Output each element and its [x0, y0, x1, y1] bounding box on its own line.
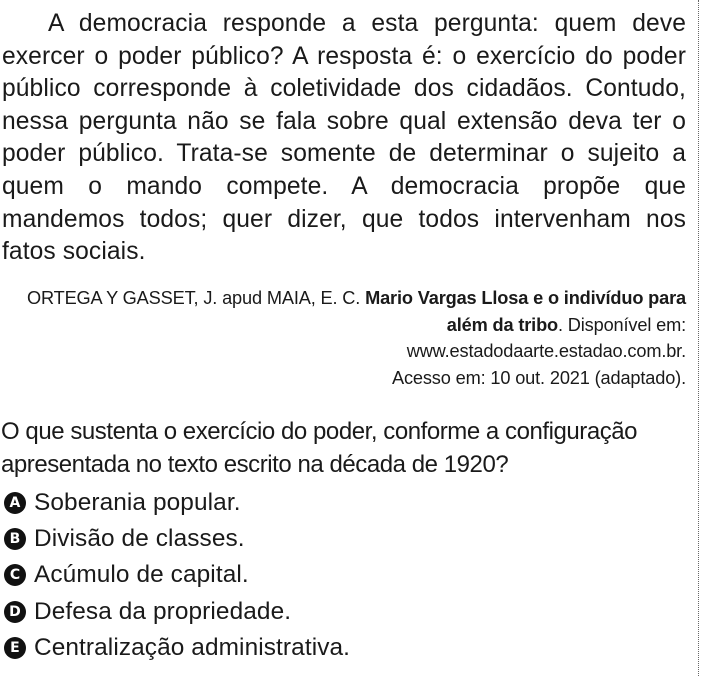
option-letter-badge-e: E	[4, 637, 26, 659]
answer-options	[4, 485, 664, 666]
option-text-b: Divisão de classes.	[34, 525, 245, 553]
citation-url: www.estadodaarte.estadao.com.br.	[406, 341, 686, 361]
option-letter-badge-a: A	[4, 492, 26, 514]
option-letter-badge-c: C	[4, 564, 26, 586]
citation-access-date: Acesso em: 10 out. 2021 (adaptado).	[391, 367, 686, 388]
answer-option-c[interactable]	[4, 557, 664, 593]
option-text-d: Defesa da propriedade.	[34, 597, 292, 625]
option-letter-badge-d: D	[4, 601, 26, 623]
citation-title: Mario Vargas Llosa e o indivíduo para além da tribo	[365, 288, 686, 335]
answer-option-b[interactable]	[4, 521, 664, 557]
question-prompt: O que sustenta o exercício do poder, conforme a configuração apresentada no texto escrito na década de 1920?	[1, 418, 638, 478]
column-divider	[698, 0, 699, 676]
source-passage: A democracia responde a esta pergunta: quem deve exercer o poder público? A resposta é: o exercício do poder público corresponde à coletividade dos cidadãos. Contudo, nessa pergunta não se fala sobre qual extensão deva ter o poder público. Trata-se somente de determinar o sujeito a quem o mando compete. A democracia propõe que mandemos todos; quer dizer, que todos intervenham nos fatos sociais.	[2, 10, 686, 266]
option-text-c: Acúmulo de capital.	[34, 561, 249, 589]
answer-option-d[interactable]	[4, 594, 664, 630]
citation-availability: . Disponível em:	[558, 314, 686, 335]
option-letter-badge-b: B	[4, 528, 26, 550]
source-citation	[0, 285, 686, 391]
citation-authors: ORTEGA Y GASSET, J. apud MAIA, E. C.	[26, 288, 361, 308]
option-text-a: Soberania popular.	[34, 489, 241, 517]
option-text-e: Centralização administrativa.	[34, 633, 351, 661]
answer-option-e[interactable]	[4, 630, 664, 666]
answer-option-a[interactable]	[4, 485, 664, 521]
